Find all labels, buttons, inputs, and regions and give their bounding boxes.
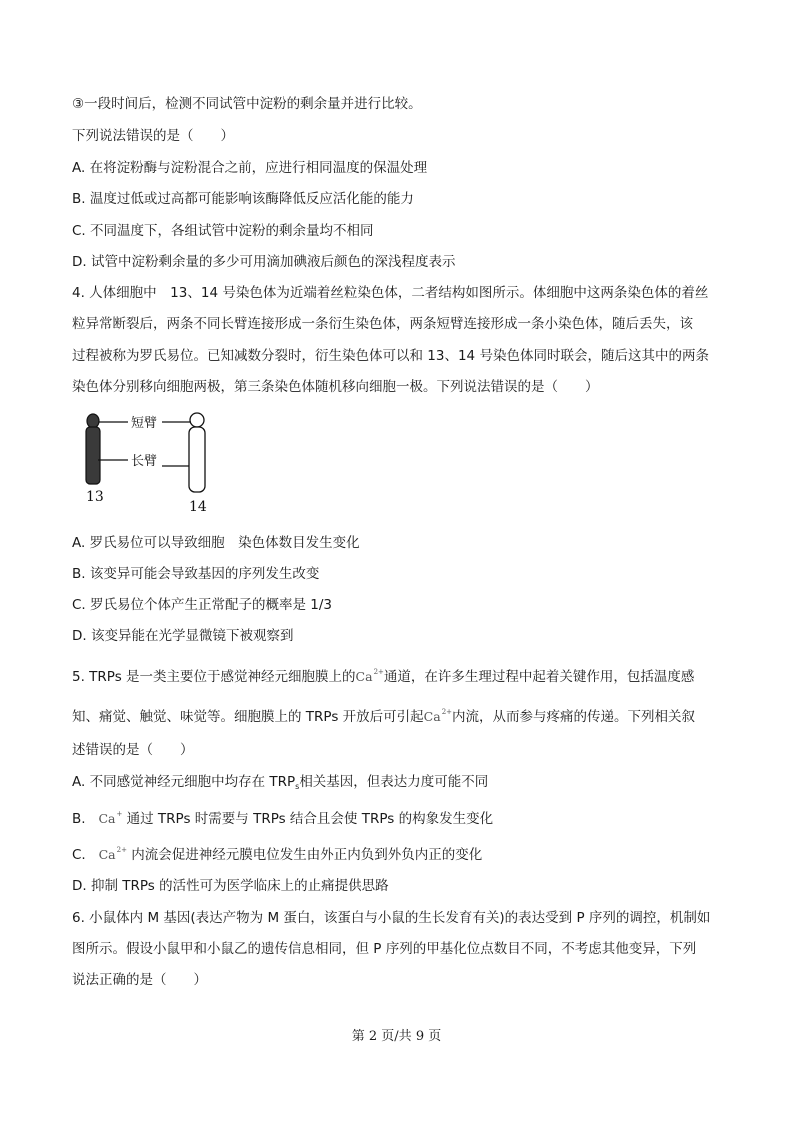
calcium-ion — [356, 669, 384, 684]
question-6-line-1: 6. 小鼠体内 M 基因(表达产物为 M 蛋白，该蛋白与小鼠的生长发育有关)的表达受到 P 序列的调控，机制如 — [72, 910, 711, 926]
text-span: 5. TRPs 是一类主要位于感觉神经元细胞膜上的 — [72, 669, 356, 685]
calcium-ion — [99, 847, 127, 862]
option-letter: C. — [72, 847, 86, 863]
option-b — [72, 804, 493, 829]
ion-charge: 2+ — [373, 668, 384, 676]
text-line: ③一段时间后，检测不同试管中淀粉的剩余量并进行比较。 — [72, 96, 422, 112]
chromosome-13-label: 13 — [86, 489, 104, 505]
question-4-line-1: 4. 人体细胞中 13、14 号染色体为近端着丝粒染色体，二者结构如图所示。体细胞中这两条染色体的着丝 — [72, 285, 709, 301]
option-d: D. 试管中淀粉剩余量的多少可用滴加碘液后颜色的深浅程度表示 — [72, 254, 456, 270]
option-c: C. 罗氏易位个体产生正常配子的概率是 1/3 — [72, 597, 333, 613]
calcium-ion — [424, 709, 452, 724]
question-5-line-2 — [72, 702, 695, 727]
subscript: s — [295, 782, 300, 791]
question-5-line-1 — [72, 662, 694, 687]
ion-charge: + — [116, 810, 123, 818]
question-prompt: 下列说法错误的是（ ） — [72, 128, 234, 144]
text-span: 内流会促进神经元膜电位发生由外正内负到外负内正的变化 — [131, 847, 483, 863]
option-a: A. 在将淀粉酶与淀粉混合之前，应进行相同温度的保温处理 — [72, 160, 428, 176]
chromosome-14 — [189, 413, 205, 492]
option-b: B. 温度过低或过高都可能影响该酶降低反应活化能的能力 — [72, 191, 414, 207]
option-c: C. 不同温度下，各组试管中淀粉的剩余量均不相同 — [72, 223, 374, 239]
ion-symbol: Ca — [98, 811, 116, 826]
text-span: 内流，从而参与疼痛的传递。下列相关叙 — [452, 709, 696, 725]
chromosome-14-label: 14 — [189, 499, 207, 515]
question-4-line-4: 染色体分别移向细胞两极，第三条染色体随机移向细胞一极。下列说法错误的是（ ） — [72, 379, 599, 395]
ion-charge: 2+ — [441, 708, 453, 716]
ion-charge: 2+ — [116, 846, 127, 854]
text-span: 通过 TRPs 时需要与 TRPs 结合且会使 TRPs 的构象发生变化 — [126, 811, 494, 827]
ion-symbol: Ca — [98, 847, 116, 862]
text-span: 通道，在许多生理过程中起着关键作用，包括温度感 — [383, 669, 695, 685]
option-a — [72, 772, 488, 797]
short-arm-label: 短臂 — [131, 416, 158, 431]
option-letter: B. — [72, 811, 86, 827]
option-d: D. 抑制 TRPs 的活性可为医学临床上的止痛提供思路 — [72, 878, 389, 894]
option-d: D. 该变异能在光学显微镜下被观察到 — [72, 628, 294, 644]
ion-symbol: Ca — [423, 709, 441, 724]
question-6-line-3: 说法正确的是（ ） — [72, 972, 207, 988]
question-4-line-3: 过程被称为罗氏易位。已知减数分裂时，衍生染色体可以和 13、14 号染色体同时联会，随后这其中的两条 — [72, 348, 709, 364]
page-footer: 第 2 页/共 9 页 — [351, 1029, 442, 1044]
option-a: A. 罗氏易位可以导致细胞 染色体数目发生变化 — [72, 535, 360, 551]
question-5-line-3: 述错误的是（ ） — [72, 742, 194, 758]
chromosome-13 — [86, 414, 100, 484]
calcium-ion — [98, 811, 122, 826]
chromosome-figure — [76, 408, 216, 518]
question-4-line-2: 粒异常断裂后，两条不同长臂连接形成一条衍生染色体，两条短臂连接形成一条小染色体，随后丢失，该 — [72, 316, 693, 332]
option-c — [72, 840, 482, 865]
option-b: B. 该变异可能会导致基因的序列发生改变 — [72, 566, 320, 582]
text-span: 相关基因，但表达力度可能不同 — [299, 774, 489, 790]
ion-symbol: Ca — [355, 669, 373, 684]
text-span: 知、痛觉、触觉、味觉等。细胞膜上的 TRPs 开放后可引起 — [72, 709, 424, 725]
text-span: A. 不同感觉神经元细胞中均存在 TRP — [72, 774, 296, 790]
question-6-line-2: 图所示。假设小鼠甲和小鼠乙的遗传信息相同，但 P 序列的甲基化位点数目不同，不考虑其他变异，下列 — [72, 941, 697, 957]
long-arm-label: 长臂 — [131, 454, 158, 469]
